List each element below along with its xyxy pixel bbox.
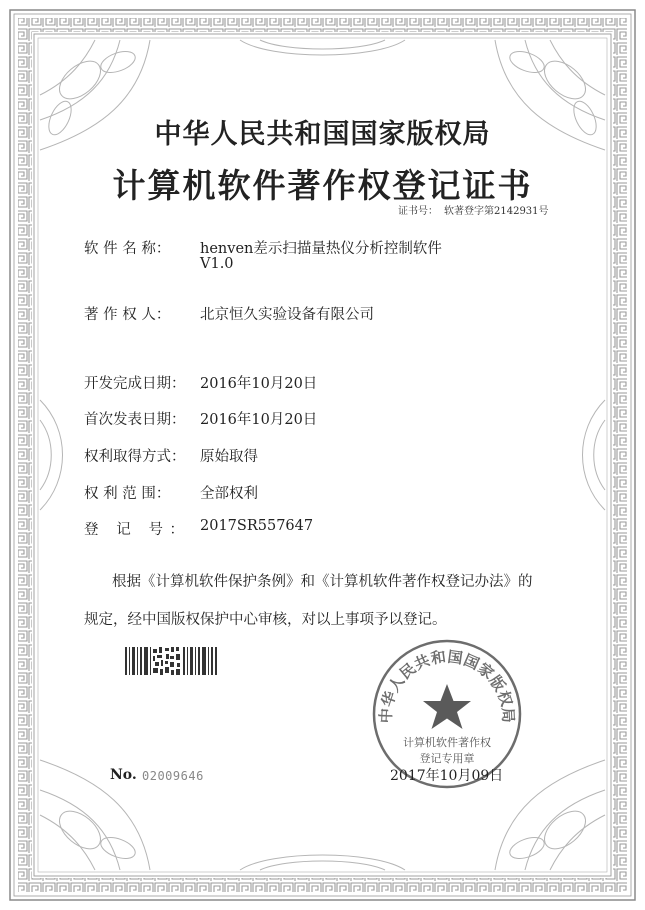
certificate-number-label: 证书号： [398,206,438,217]
field-value-acquisition-method: 原始取得 [200,449,258,465]
field-value-completion-date: 2016年10月20日 [200,376,318,392]
serial-number-value: 02009646 [142,769,204,783]
certificate-title: 计算机软件著作权登记证书 [112,166,533,205]
seal-text-line-2: 登记专用章 [419,752,475,765]
star-icon [423,684,471,729]
field-value-publish-date: 2016年10月20日 [200,412,318,428]
field-label-publish-date: 首次发表日期： [84,412,186,428]
field-label-copyright-owner: 著 作 权 人： [84,307,171,323]
statement-line-1: 根据《计算机软件保护条例》和《计算机软件著作权登记办法》的 [112,574,533,590]
field-value-software-name: henven差示扫描量热仪分析控制软件 [200,241,442,257]
field-value-rights-scope: 全部权利 [200,486,258,502]
statement-line-2: 规定，经中国版权保护中心审核，对以上事项予以登记。 [84,612,447,628]
issue-date: 2017年10月09日 [390,768,504,784]
field-value-registration-no: 2017SR557647 [200,518,314,534]
seal-text-line-1: 计算机软件著作权 [403,736,491,749]
field-label-rights-scope: 权 利 范 围： [84,486,171,502]
registration-no-label-text: 登 记 号： [84,522,184,538]
field-value-copyright-owner: 北京恒久实验设备有限公司 [200,307,374,323]
certificate-number [398,202,555,217]
certificate-number-value: 软著登字第2142931号 [444,206,549,217]
field-label-completion-date: 开发完成日期： [84,376,186,392]
seal-ring-text: 中华人民共和国国家版权局 [376,647,518,724]
barcode [125,647,217,675]
field-label-software-name: 软 件 名 称： [84,241,171,257]
field-label-acquisition-method: 权利取得方式： [84,449,186,465]
field-value-software-version: V1.0 [200,256,234,272]
serial-number-label: No. [110,767,137,783]
issuing-authority: 中华人民共和国国家版权局 [154,119,491,150]
field-label-registration-no [84,518,184,539]
